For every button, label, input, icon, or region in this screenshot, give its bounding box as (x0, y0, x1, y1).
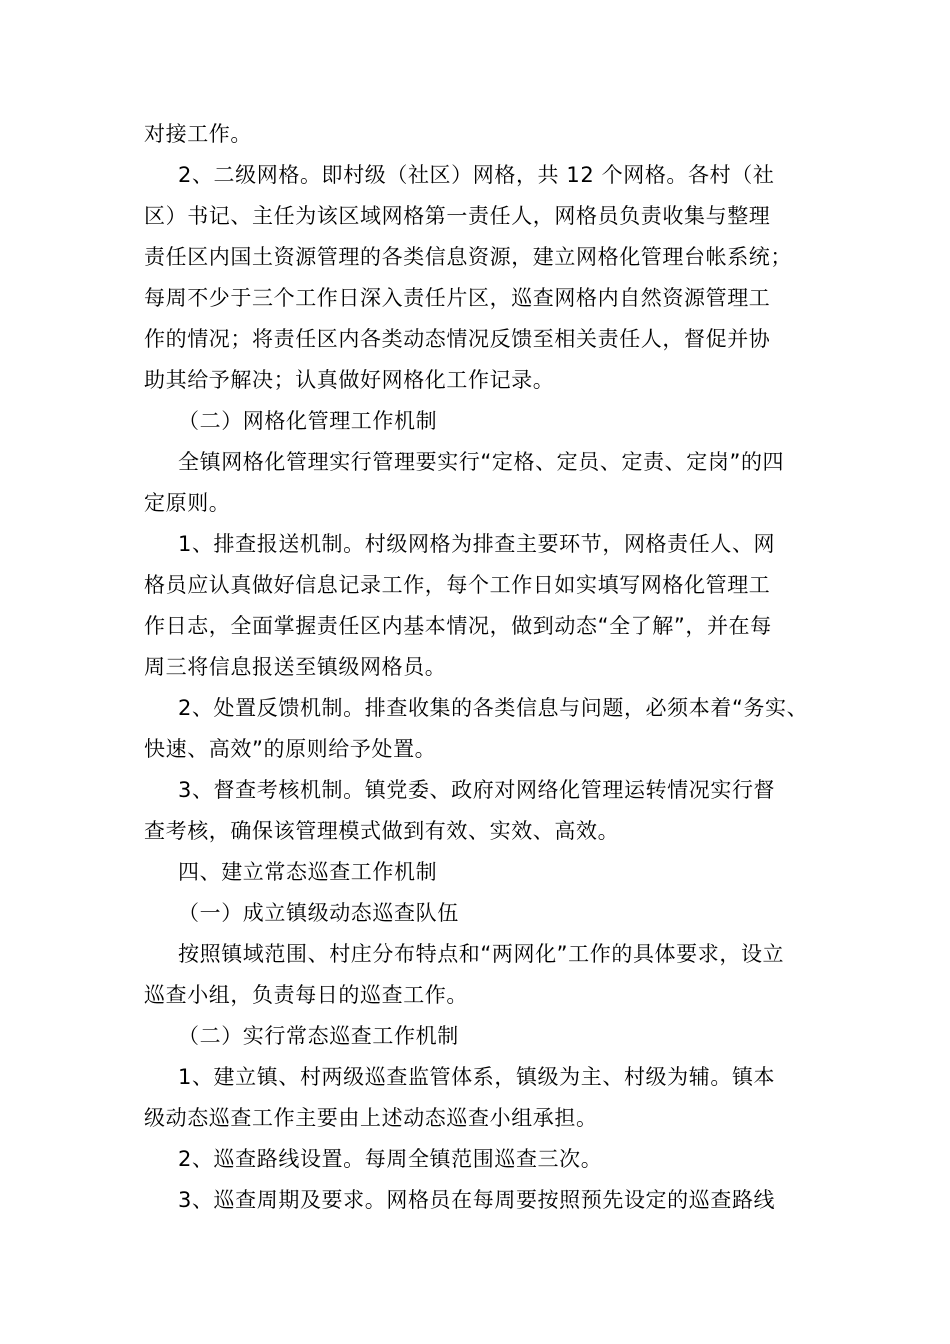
section-heading: （一）成立镇级动态巡查队伍 (178, 901, 459, 925)
text-line: 巡查小组，负责每日的巡查工作。 (144, 983, 468, 1007)
text-line: 2、二级网格。即村级（社区）网格，共 12 个网格。各村（社 (178, 163, 775, 187)
text-line: 每周不少于三个工作日深入责任片区，巡查网格内自然资源管理工 (144, 286, 771, 310)
text-line: 3、督查考核机制。镇党委、政府对网络化管理运转情况实行督 (178, 778, 776, 802)
section-heading: （二）网格化管理工作机制 (178, 409, 438, 433)
text-line: 作的情况；将责任区内各类动态情况反馈至相关责任人，督促并协 (144, 327, 771, 351)
text-line: 2、巡查路线设置。每周全镇范围巡查三次。 (178, 1147, 603, 1171)
text-line: 全镇网格化管理实行管理要实行“定格、定员、定责、定岗”的四 (178, 450, 785, 474)
text-line: 格员应认真做好信息记录工作，每个工作日如实填写网格化管理工 (144, 573, 771, 597)
text-line: 作日志，全面掌握责任区内基本情况，做到动态“全了解”，并在每 (144, 614, 772, 638)
text-line: 1、排查报送机制。村级网格为排查主要环节，网格责任人、网 (178, 532, 776, 556)
text-line: 区）书记、主任为该区域网格第一责任人，网格员负责收集与整理 (144, 204, 771, 228)
text-line: 快速、高效”的原则给予处置。 (144, 737, 437, 761)
text-line: 对接工作。 (144, 122, 252, 146)
text-line: 1、建立镇、村两级巡查监管体系，镇级为主、村级为辅。镇本 (178, 1065, 776, 1089)
text-line: 按照镇域范围、村庄分布特点和“两网化”工作的具体要求，设立 (178, 942, 785, 966)
text-line: 2、处置反馈机制。排查收集的各类信息与问题，必须本着“务实、 (178, 696, 809, 720)
text-line: 级动态巡查工作主要由上述动态巡查小组承担。 (144, 1106, 598, 1130)
section-heading: （二）实行常态巡查工作机制 (178, 1024, 459, 1048)
text-line: 责任区内国土资源管理的各类信息资源，建立网格化管理台帐系统； (144, 245, 792, 269)
text-line: 周三将信息报送至镇级网格员。 (144, 655, 447, 679)
text-line: 查考核，确保该管理模式做到有效、实效、高效。 (144, 819, 620, 843)
text-line: 3、巡查周期及要求。网格员在每周要按照预先设定的巡查路线 (178, 1188, 776, 1212)
section-heading: 四、建立常态巡查工作机制 (178, 860, 438, 884)
text-line: 助其给予解决；认真做好网格化工作记录。 (144, 368, 555, 392)
text-line: 定原则。 (144, 491, 231, 515)
